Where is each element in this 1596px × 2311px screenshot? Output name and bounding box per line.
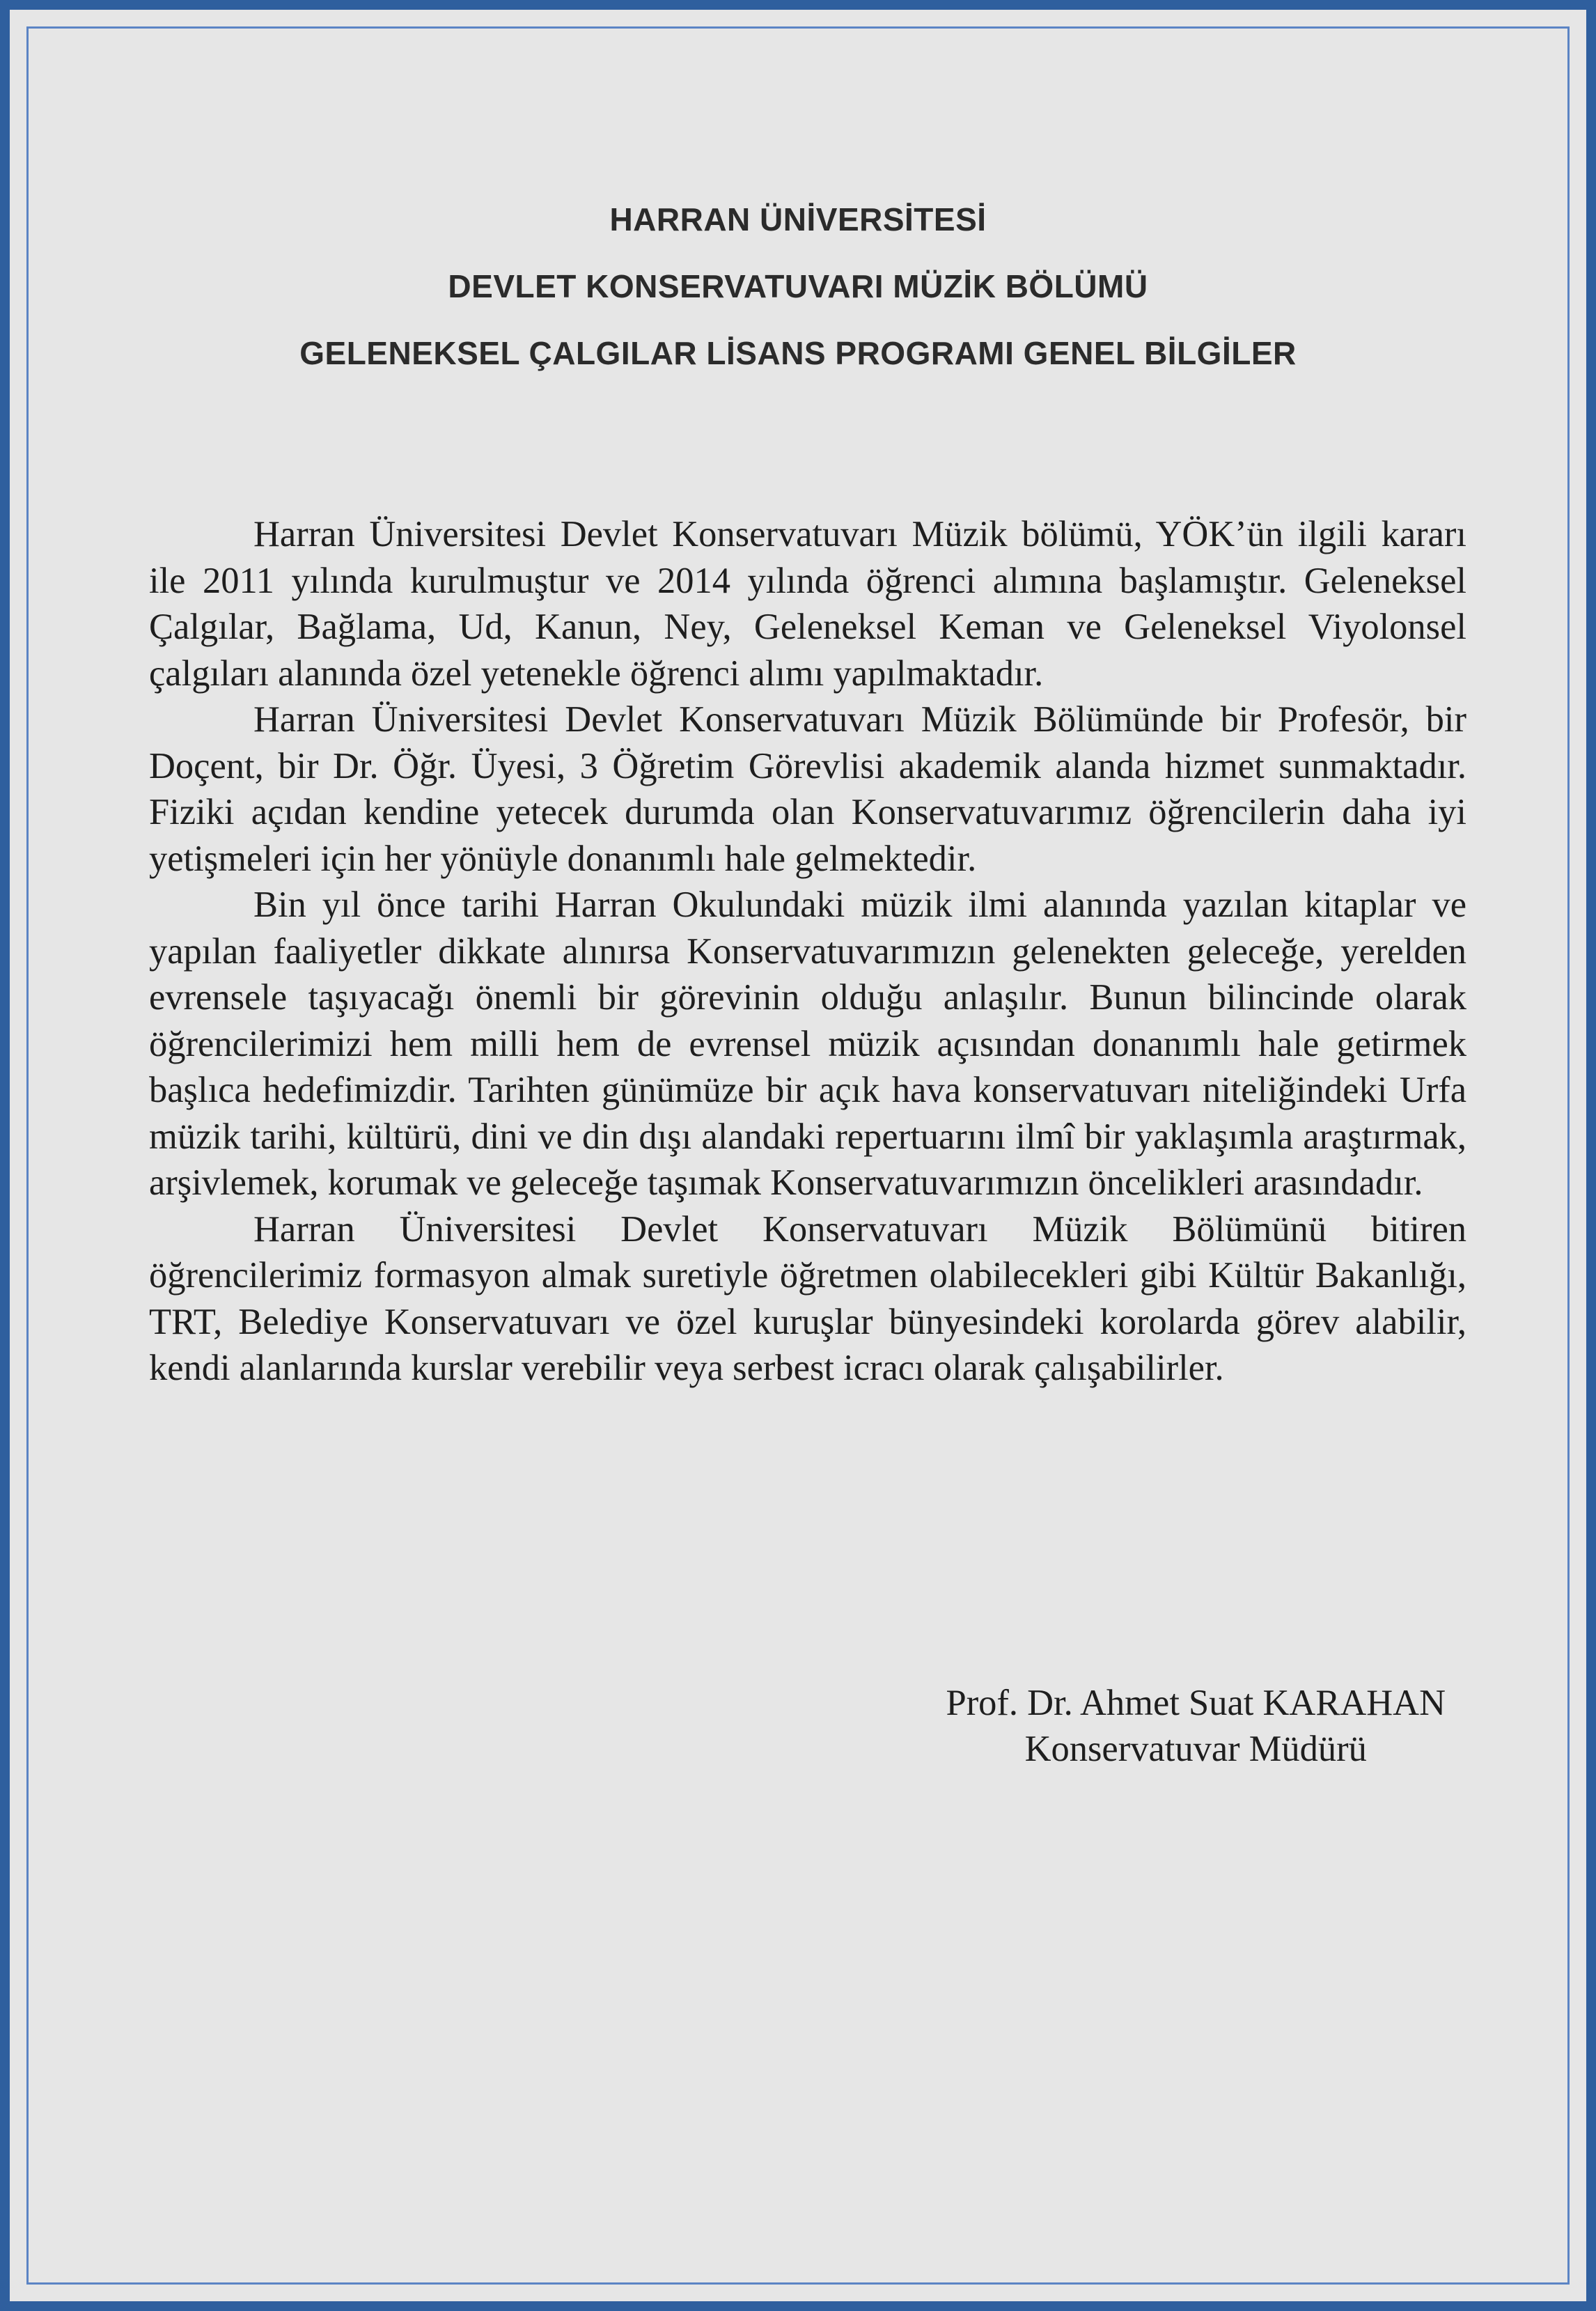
paragraph-mission: Bin yıl önce tarihi Harran Okulundaki müzik ilmi alanında yazılan kitaplar ve yapılan faaliyetler dikkate alınırsa Konservatuvarımızın gelenekten geleceğe, yerelden evrensele taşıyacağı önemli bir görevinin olduğu anlaşılır. Bunun bilincinde olarak öğrencilerimizi hem milli hem de evrensel müzik açısından donanımlı hale getirmek başlıca hedefimizdir. Tarihten günümüze bir açık hava konservatuvarı niteliğindeki Urfa müzik tarihi, kültürü, dini ve din dışı alandaki repertuarını ilmî bir yaklaşımla araştırmak, arşivlemek, korumak ve geleceğe taşımak Konservatuvarımızın öncelikleri arasındadır. bbox=[149, 885, 1466, 1203]
program-title: GELENEKSEL ÇALGILAR LİSANS PROGRAMI GENEL BİLGİLER bbox=[299, 335, 1297, 371]
department-title: DEVLET KONSERVATUVARI MÜZİK BÖLÜMÜ bbox=[448, 268, 1148, 304]
university-title: HARRAN ÜNİVERSİTESİ bbox=[609, 201, 987, 238]
document-body bbox=[149, 511, 1466, 1392]
signatory-name: Prof. Dr. Ahmet Suat KARAHAN bbox=[946, 1683, 1446, 1723]
document-heading bbox=[10, 203, 1586, 404]
paragraph-history: Harran Üniversitesi Devlet Konservatuvarı Müzik bölümü, YÖK’ün ilgili kararı ile 2011 yılında kurulmuştur ve 2014 yılında öğrenci alımına başlamıştır. Geleneksel Çalgılar, Bağlama, Ud, Kanun, Ney, Geleneksel Keman ve Geleneksel Viyolonsel çalgıları alanında özel yetenekle öğrenci alımı yapılmaktadır. bbox=[149, 514, 1466, 694]
paragraph-careers: Harran Üniversitesi Devlet Konservatuvarı Müzik Bölümünü bitiren öğrencilerimiz formasyon almak suretiyle öğretmen olabilecekleri gibi Kültür Bakanlığı, TRT, Belediye Konservatuvarı ve özel kuruşlar bünyesindeki korolarda görev alabilir, kendi alanlarında kurslar verebilir veya serbest icracı olarak çalışabilirler. bbox=[149, 1208, 1466, 1388]
paragraph-staff: Harran Üniversitesi Devlet Konservatuvarı Müzik Bölümünde bir Profesör, bir Doçent, bir Dr. Öğr. Üyesi, 3 Öğretim Görevlisi akademik alanda hizmet sunmaktadır. Fiziki açıdan kendine yetecek durumda olan Konservatuvarımız öğrencilerin daha iyi yetişmeleri için her yönüyle donanımlı hale gelmektedir. bbox=[149, 699, 1466, 879]
signature-block bbox=[946, 1680, 1446, 1772]
signatory-title: Konservatuvar Müdürü bbox=[1024, 1729, 1367, 1769]
